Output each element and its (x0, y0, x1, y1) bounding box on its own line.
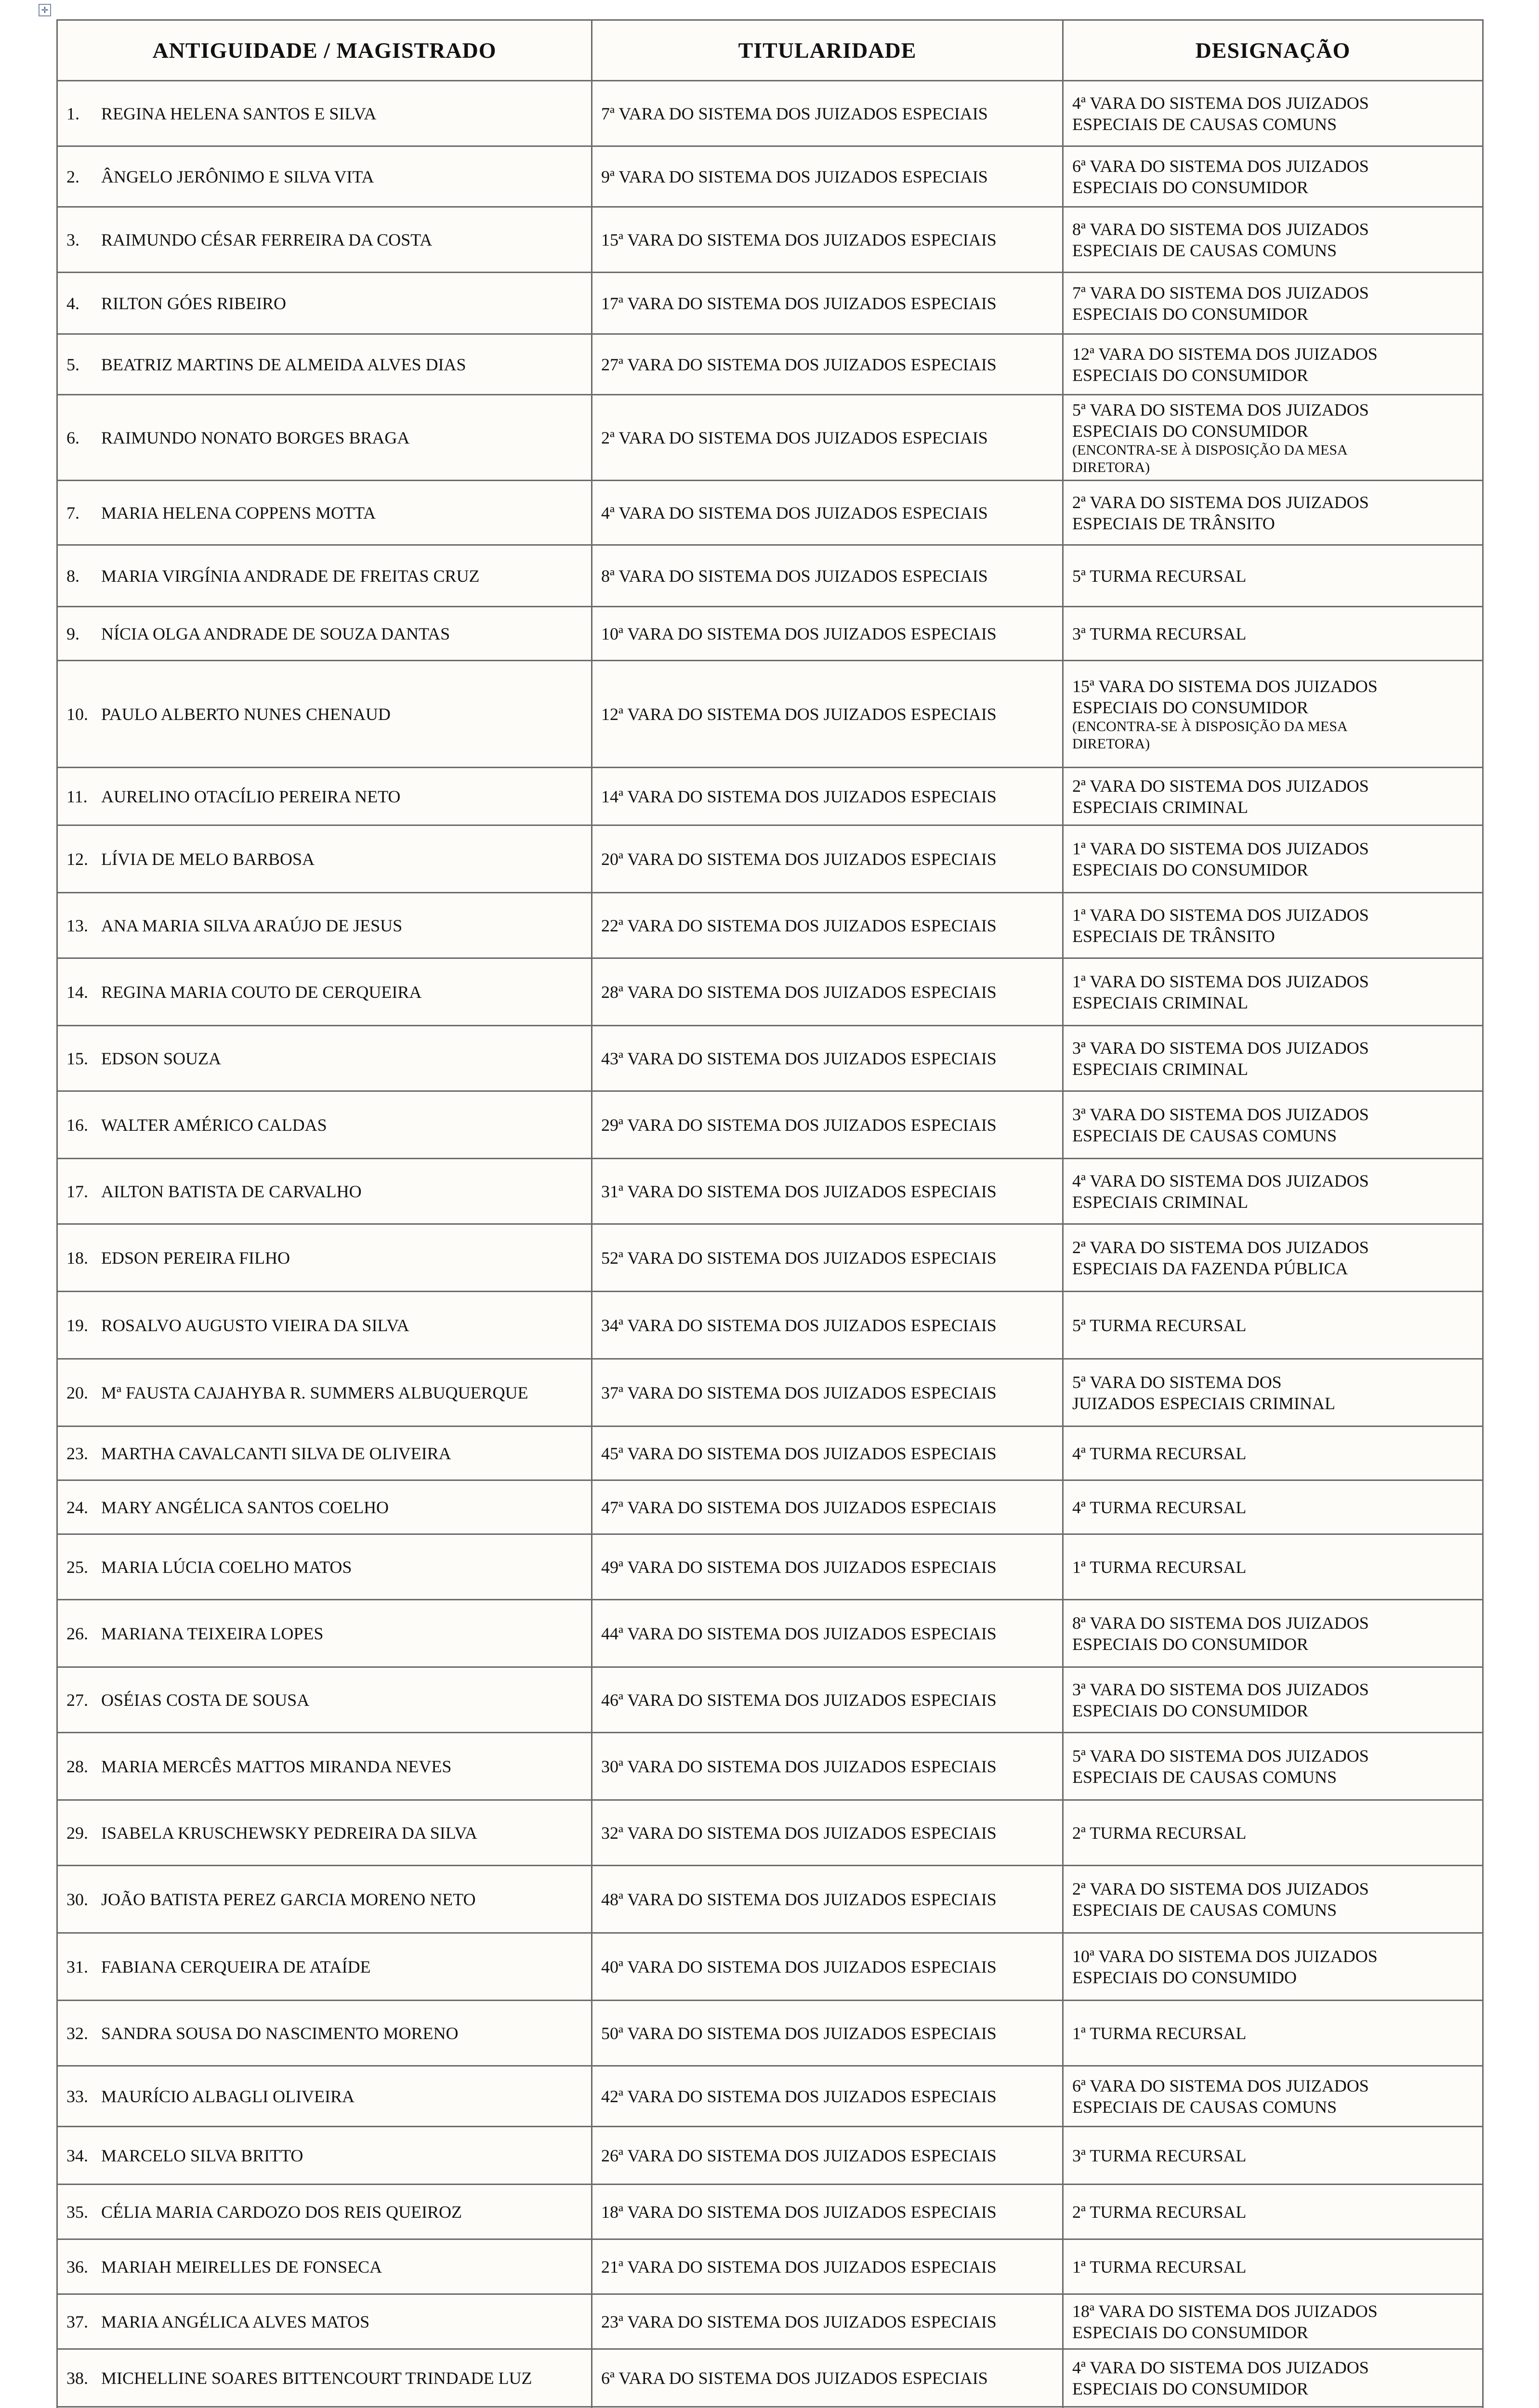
designacao-line: ESPECIAIS DA FAZENDA PÚBLICA (1072, 1258, 1348, 1278)
designacao-line: 1ª TURMA RECURSAL (1072, 2257, 1247, 2277)
table-row (57, 2239, 1483, 2294)
table-row (57, 607, 1483, 661)
titularidade-cell: 26ª VARA DO SISTEMA DOS JUIZADOS ESPECIAIS (592, 2127, 1063, 2185)
magistrate-name: ANA MARIA SILVA ARAÚJO DE JESUS (101, 916, 403, 935)
designacao-note: (ENCONTRA-SE À DISPOSIÇÃO DA MESA (1072, 718, 1348, 734)
designacao-line: ESPECIAIS DO CONSUMIDOR (1072, 421, 1309, 441)
magistrate-cell (57, 1026, 592, 1091)
magistrate-cell (57, 1359, 592, 1426)
designacao-line: 5ª TURMA RECURSAL (1072, 1315, 1247, 1335)
designacao-line: 1ª TURMA RECURSAL (1072, 1557, 1247, 1577)
designacao-cell (1063, 2185, 1483, 2239)
titularidade-cell: 23ª VARA DO SISTEMA DOS JUIZADOS ESPECIAIS (592, 2294, 1063, 2349)
designacao-cell (1063, 273, 1483, 334)
designacao-line: ESPECIAIS DO CONSUMIDOR (1072, 177, 1309, 197)
designacao-cell (1063, 958, 1483, 1026)
table-row (57, 81, 1483, 146)
titularidade-cell: 47ª VARA DO SISTEMA DOS JUIZADOS ESPECIAIS (592, 1480, 1063, 1534)
magistrate-cell (57, 2185, 592, 2239)
designacao-line: ESPECIAIS CRIMINAL (1072, 1059, 1249, 1079)
seniority-number: 14. (66, 982, 88, 1002)
table-row (57, 661, 1483, 768)
table-row (57, 1359, 1483, 1426)
titularidade-cell: 45ª VARA DO SISTEMA DOS JUIZADOS ESPECIAIS (592, 1426, 1063, 1480)
magistrate-name: REGINA MARIA COUTO DE CERQUEIRA (101, 982, 422, 1002)
magistrate-cell (57, 2001, 592, 2066)
table-body (57, 81, 1483, 2408)
magistrate-cell (57, 2349, 592, 2407)
designacao-cell (1063, 1733, 1483, 1800)
magistrate-name: JOÃO BATISTA PEREZ GARCIA MORENO NETO (101, 1889, 476, 1909)
magistrate-name: ÂNGELO JERÔNIMO E SILVA VITA (101, 167, 374, 186)
designacao-cell (1063, 481, 1483, 545)
magistrate-cell (57, 607, 592, 661)
magistrate-name: PAULO ALBERTO NUNES CHENAUD (101, 704, 391, 724)
designacao-cell (1063, 607, 1483, 661)
magistrate-cell (57, 1534, 592, 1600)
designacao-line: 2ª VARA DO SISTEMA DOS JUIZADOS (1072, 1879, 1369, 1898)
designacao-cell (1063, 1534, 1483, 1600)
table-row (57, 1426, 1483, 1480)
magistrate-cell (57, 768, 592, 825)
designacao-cell (1063, 768, 1483, 825)
seniority-number: 28. (66, 1756, 88, 1776)
magistrate-cell (57, 1292, 592, 1359)
table-row (57, 1224, 1483, 1292)
designacao-line: 3ª VARA DO SISTEMA DOS JUIZADOS (1072, 1038, 1369, 1058)
titularidade-cell: 10ª VARA DO SISTEMA DOS JUIZADOS ESPECIAIS (592, 607, 1063, 661)
magistrate-cell (57, 825, 592, 893)
designacao-line: 7ª VARA DO SISTEMA DOS JUIZADOS (1072, 283, 1369, 302)
seniority-number: 11. (66, 786, 88, 806)
magistrate-name: NÍCIA OLGA ANDRADE DE SOUZA DANTAS (101, 624, 450, 643)
magistrate-cell (57, 1667, 592, 1733)
magistrate-name: LÍVIA DE MELO BARBOSA (101, 849, 315, 869)
magistrate-cell (57, 2127, 592, 2185)
designacao-note: DIRETORA) (1072, 459, 1150, 475)
designacao-line: 1ª VARA DO SISTEMA DOS JUIZADOS (1072, 905, 1369, 925)
magistrate-cell (57, 1224, 592, 1292)
designacao-cell (1063, 2001, 1483, 2066)
titularidade-cell: 43ª VARA DO SISTEMA DOS JUIZADOS ESPECIAIS (592, 1026, 1063, 1091)
designacao-cell (1063, 893, 1483, 958)
titularidade-cell: 48ª VARA DO SISTEMA DOS JUIZADOS ESPECIAIS (592, 1866, 1063, 1933)
designacao-line: ESPECIAIS DO CONSUMIDOR (1072, 304, 1309, 324)
designacao-line: ESPECIAIS DE CAUSAS COMUNS (1072, 1900, 1337, 1920)
titularidade-cell: 50ª VARA DO SISTEMA DOS JUIZADOS ESPECIAIS (592, 2001, 1063, 2066)
designacao-line: 1ª TURMA RECURSAL (1072, 2023, 1247, 2043)
titularidade-cell: 34ª VARA DO SISTEMA DOS JUIZADOS ESPECIAIS (592, 1292, 1063, 1359)
designacao-cell (1063, 2066, 1483, 2127)
seniority-number: 25. (66, 1557, 88, 1577)
designacao-cell (1063, 545, 1483, 607)
table-row (57, 2001, 1483, 2066)
table-row (57, 146, 1483, 207)
designacao-line: 2ª VARA DO SISTEMA DOS JUIZADOS (1072, 492, 1369, 512)
magistrate-name: MARIAH MEIRELLES DE FONSECA (101, 2257, 382, 2277)
table-row (57, 481, 1483, 545)
designacao-line: ESPECIAIS DE CAUSAS COMUNS (1072, 2097, 1337, 2117)
designacao-line: 2ª VARA DO SISTEMA DOS JUIZADOS (1072, 1237, 1369, 1257)
designacao-note: DIRETORA) (1072, 735, 1150, 752)
seniority-number: 36. (66, 2257, 88, 2277)
designacao-line: 4ª TURMA RECURSAL (1072, 1497, 1247, 1517)
designacao-line: ESPECIAIS CRIMINAL (1072, 797, 1249, 817)
designacao-line: 5ª VARA DO SISTEMA DOS JUIZADOS (1072, 1746, 1369, 1766)
seniority-number: 3. (66, 230, 79, 249)
seniority-number: 1. (66, 104, 79, 123)
table-row (57, 893, 1483, 958)
magistrate-cell (57, 661, 592, 768)
magistrate-name: MICHELLINE SOARES BITTENCOURT TRINDADE LUZ (101, 2368, 532, 2388)
header-designacao: DESIGNAÇÃO (1063, 20, 1483, 81)
designacao-line: 4ª TURMA RECURSAL (1072, 1443, 1247, 1463)
magistrate-name: EDSON SOUZA (101, 1048, 222, 1068)
designacao-line: ESPECIAIS CRIMINAL (1072, 1192, 1249, 1212)
magistrate-name: CÉLIA MARIA CARDOZO DOS REIS QUEIROZ (101, 2202, 462, 2222)
seniority-number: 16. (66, 1115, 88, 1135)
magistrate-name: RILTON GÓES RIBEIRO (101, 293, 287, 313)
magistrate-name: BEATRIZ MARTINS DE ALMEIDA ALVES DIAS (101, 354, 466, 374)
titularidade-cell: 52ª VARA DO SISTEMA DOS JUIZADOS ESPECIAIS (592, 1224, 1063, 1292)
table-row (57, 1600, 1483, 1667)
designacao-cell (1063, 1600, 1483, 1667)
table-move-handle-icon[interactable]: ✛ (39, 4, 51, 16)
seniority-number: 9. (66, 624, 79, 643)
table-row (57, 1534, 1483, 1600)
titularidade-cell: 37ª VARA DO SISTEMA DOS JUIZADOS ESPECIAIS (592, 1359, 1063, 1426)
designacao-cell (1063, 1480, 1483, 1534)
magistrate-name: RAIMUNDO NONATO BORGES BRAGA (101, 428, 410, 447)
designacao-line: ESPECIAIS CRIMINAL (1072, 993, 1249, 1012)
titularidade-cell: 6ª VARA DO SISTEMA DOS JUIZADOS ESPECIAIS (592, 2349, 1063, 2407)
designacao-cell (1063, 2349, 1483, 2407)
designacao-line: 10ª VARA DO SISTEMA DOS JUIZADOS (1072, 1946, 1378, 1966)
designacao-line: ESPECIAIS DO CONSUMIDO (1072, 1967, 1297, 1987)
table-row (57, 1667, 1483, 1733)
magistrate-name: MARIA LÚCIA COELHO MATOS (101, 1557, 352, 1577)
designacao-cell (1063, 2127, 1483, 2185)
magistrate-cell (57, 1426, 592, 1480)
magistrate-cell (57, 545, 592, 607)
table-header-row (57, 20, 1483, 81)
seniority-number: 20. (66, 1383, 88, 1402)
magistrate-cell (57, 1091, 592, 1159)
designacao-line: 3ª TURMA RECURSAL (1072, 624, 1247, 643)
seniority-number: 7. (66, 503, 79, 523)
table-row (57, 768, 1483, 825)
magistrate-name: MARCELO SILVA BRITTO (101, 2146, 303, 2165)
magistrate-cell (57, 893, 592, 958)
magistrate-cell (57, 81, 592, 146)
seniority-number: 23. (66, 1443, 88, 1463)
table-row (57, 2294, 1483, 2349)
magistrate-cell (57, 2066, 592, 2127)
seniority-number: 19. (66, 1315, 88, 1335)
table-row (57, 2127, 1483, 2185)
titularidade-cell: 44ª VARA DO SISTEMA DOS JUIZADOS ESPECIAIS (592, 1600, 1063, 1667)
magistrate-name: MAURÍCIO ALBAGLI OLIVEIRA (101, 2086, 355, 2106)
titularidade-cell: 49ª VARA DO SISTEMA DOS JUIZADOS ESPECIAIS (592, 1534, 1063, 1600)
designacao-line: ESPECIAIS DO CONSUMIDOR (1072, 2379, 1309, 2398)
designacao-cell (1063, 81, 1483, 146)
designacao-cell (1063, 825, 1483, 893)
table-row (57, 1292, 1483, 1359)
titularidade-cell: 42ª VARA DO SISTEMA DOS JUIZADOS ESPECIAIS (592, 2066, 1063, 2127)
designacao-cell (1063, 1667, 1483, 1733)
designacao-line: 2ª VARA DO SISTEMA DOS JUIZADOS (1072, 776, 1369, 796)
magistrate-cell (57, 1800, 592, 1866)
designacao-line: ESPECIAIS DE TRÂNSITO (1072, 926, 1275, 946)
magistrate-name: MARIA MERCÊS MATTOS MIRANDA NEVES (101, 1756, 452, 1776)
magistrate-name: ROSALVO AUGUSTO VIEIRA DA SILVA (101, 1315, 409, 1335)
seniority-number: 13. (66, 916, 88, 935)
designacao-cell (1063, 1026, 1483, 1091)
magistrate-name: MARY ANGÉLICA SANTOS COELHO (101, 1497, 389, 1517)
magistrate-cell (57, 273, 592, 334)
table-row (57, 825, 1483, 893)
designacao-cell (1063, 146, 1483, 207)
seniority-number: 5. (66, 354, 79, 374)
designacao-cell (1063, 1159, 1483, 1224)
designacao-line: 3ª TURMA RECURSAL (1072, 2146, 1247, 2165)
table-row (57, 958, 1483, 1026)
magistrate-name: Mª FAUSTA CAJAHYBA R. SUMMERS ALBUQUERQUE (101, 1383, 528, 1402)
table-row (57, 207, 1483, 273)
seniority-number: 27. (66, 1690, 88, 1710)
table-row (57, 545, 1483, 607)
magistrate-cell (57, 1480, 592, 1534)
table-row (57, 1159, 1483, 1224)
designacao-cell (1063, 2239, 1483, 2294)
magistrate-cell (57, 334, 592, 395)
titularidade-cell: 32ª VARA DO SISTEMA DOS JUIZADOS ESPECIAIS (592, 1800, 1063, 1866)
magistrate-name: AILTON BATISTA DE CARVALHO (101, 1181, 362, 1201)
table-row (57, 2349, 1483, 2407)
magistrate-cell (57, 146, 592, 207)
designacao-line: ESPECIAIS DO CONSUMIDOR (1072, 2322, 1309, 2342)
designacao-line: 2ª TURMA RECURSAL (1072, 2202, 1247, 2222)
designacao-line: ESPECIAIS DO CONSUMIDOR (1072, 860, 1309, 879)
seniority-number: 17. (66, 1181, 88, 1201)
titularidade-cell: 4ª VARA DO SISTEMA DOS JUIZADOS ESPECIAIS (592, 481, 1063, 545)
titularidade-cell: 20ª VARA DO SISTEMA DOS JUIZADOS ESPECIAIS (592, 825, 1063, 893)
magistrate-name: OSÉIAS COSTA DE SOUSA (101, 1690, 310, 1710)
seniority-number: 18. (66, 1248, 88, 1268)
seniority-number: 32. (66, 2023, 88, 2043)
designacao-line: 1ª VARA DO SISTEMA DOS JUIZADOS (1072, 971, 1369, 991)
header-antiguidade-magistrado: ANTIGUIDADE / MAGISTRADO (57, 20, 592, 81)
designacao-line: ESPECIAIS DE CAUSAS COMUNS (1072, 240, 1337, 260)
magistrate-name: MARIA ANGÉLICA ALVES MATOS (101, 2312, 370, 2331)
designacao-line: 4ª VARA DO SISTEMA DOS JUIZADOS (1072, 1171, 1369, 1191)
table-row (57, 1480, 1483, 1534)
designacao-cell (1063, 1292, 1483, 1359)
seniority-number: 31. (66, 1957, 88, 1976)
designacao-cell (1063, 2294, 1483, 2349)
titularidade-cell: 15ª VARA DO SISTEMA DOS JUIZADOS ESPECIAIS (592, 207, 1063, 273)
magistrate-cell (57, 1866, 592, 1933)
titularidade-cell: 28ª VARA DO SISTEMA DOS JUIZADOS ESPECIAIS (592, 958, 1063, 1026)
designacao-line: ESPECIAIS DE TRÂNSITO (1072, 513, 1275, 533)
table-row (57, 1091, 1483, 1159)
designacao-cell (1063, 1426, 1483, 1480)
designacao-line: ESPECIAIS DE CAUSAS COMUNS (1072, 1125, 1337, 1145)
designacao-line: 18ª VARA DO SISTEMA DOS JUIZADOS (1072, 2301, 1378, 2321)
designacao-cell (1063, 1866, 1483, 1933)
table-row (57, 334, 1483, 395)
magistrate-name: REGINA HELENA SANTOS E SILVA (101, 104, 377, 123)
titularidade-cell: 7ª VARA DO SISTEMA DOS JUIZADOS ESPECIAIS (592, 81, 1063, 146)
magistrate-name: FABIANA CERQUEIRA DE ATAÍDE (101, 1957, 371, 1976)
titularidade-cell: 2ª VARA DO SISTEMA DOS JUIZADOS ESPECIAIS (592, 395, 1063, 481)
seniority-number: 4. (66, 293, 79, 313)
designacao-line: 6ª VARA DO SISTEMA DOS JUIZADOS (1072, 2076, 1369, 2095)
titularidade-cell: 18ª VARA DO SISTEMA DOS JUIZADOS ESPECIAIS (592, 2185, 1063, 2239)
magistrate-name: EDSON PEREIRA FILHO (101, 1248, 290, 1268)
titularidade-cell: 46ª VARA DO SISTEMA DOS JUIZADOS ESPECIAIS (592, 1667, 1063, 1733)
designacao-line: 5ª VARA DO SISTEMA DOS JUIZADOS (1072, 400, 1369, 419)
designacao-cell (1063, 207, 1483, 273)
seniority-number: 12. (66, 849, 88, 869)
table-row (57, 1933, 1483, 2001)
seniority-number: 30. (66, 1889, 88, 1909)
seniority-number: 15. (66, 1048, 88, 1068)
designacao-line: 5ª TURMA RECURSAL (1072, 566, 1247, 586)
magistrates-table (56, 19, 1484, 2408)
magistrate-name: MARIA VIRGÍNIA ANDRADE DE FREITAS CRUZ (101, 566, 480, 586)
titularidade-cell: 12ª VARA DO SISTEMA DOS JUIZADOS ESPECIAIS (592, 661, 1063, 768)
designacao-line: 8ª VARA DO SISTEMA DOS JUIZADOS (1072, 1613, 1369, 1633)
designacao-line: JUIZADOS ESPECIAIS CRIMINAL (1072, 1393, 1336, 1413)
titularidade-cell: 40ª VARA DO SISTEMA DOS JUIZADOS ESPECIAIS (592, 1933, 1063, 2001)
magistrate-name: SANDRA SOUSA DO NASCIMENTO MORENO (101, 2023, 459, 2043)
magistrate-cell (57, 1600, 592, 1667)
designacao-cell (1063, 334, 1483, 395)
titularidade-cell: 31ª VARA DO SISTEMA DOS JUIZADOS ESPECIAIS (592, 1159, 1063, 1224)
titularidade-cell: 30ª VARA DO SISTEMA DOS JUIZADOS ESPECIAIS (592, 1733, 1063, 1800)
table-row (57, 273, 1483, 334)
titularidade-cell: 22ª VARA DO SISTEMA DOS JUIZADOS ESPECIAIS (592, 893, 1063, 958)
designacao-line: ESPECIAIS DO CONSUMIDOR (1072, 1634, 1309, 1654)
table-row (57, 395, 1483, 481)
seniority-number: 2. (66, 167, 79, 186)
designacao-line: ESPECIAIS DO CONSUMIDOR (1072, 365, 1309, 385)
designacao-line: 6ª VARA DO SISTEMA DOS JUIZADOS (1072, 156, 1369, 176)
designacao-cell (1063, 1800, 1483, 1866)
designacao-line: 4ª VARA DO SISTEMA DOS JUIZADOS (1072, 2357, 1369, 2377)
titularidade-cell: 9ª VARA DO SISTEMA DOS JUIZADOS ESPECIAIS (592, 146, 1063, 207)
titularidade-cell: 8ª VARA DO SISTEMA DOS JUIZADOS ESPECIAIS (592, 545, 1063, 607)
magistrate-cell (57, 481, 592, 545)
designacao-line: ESPECIAIS DO CONSUMIDOR (1072, 1701, 1309, 1720)
titularidade-cell: 14ª VARA DO SISTEMA DOS JUIZADOS ESPECIAIS (592, 768, 1063, 825)
magistrate-cell (57, 2239, 592, 2294)
titularidade-cell: 29ª VARA DO SISTEMA DOS JUIZADOS ESPECIAIS (592, 1091, 1063, 1159)
seniority-number: 29. (66, 1823, 88, 1843)
designacao-line: 1ª VARA DO SISTEMA DOS JUIZADOS (1072, 838, 1369, 858)
designacao-line: 15ª VARA DO SISTEMA DOS JUIZADOS (1072, 676, 1378, 696)
designacao-line: 3ª VARA DO SISTEMA DOS JUIZADOS (1072, 1104, 1369, 1124)
magistrate-cell (57, 2294, 592, 2349)
titularidade-cell: 17ª VARA DO SISTEMA DOS JUIZADOS ESPECIAIS (592, 273, 1063, 334)
seniority-number: 34. (66, 2146, 88, 2165)
magistrate-cell (57, 1933, 592, 2001)
seniority-number: 37. (66, 2312, 88, 2331)
magistrate-cell (57, 958, 592, 1026)
seniority-number: 33. (66, 2086, 88, 2106)
titularidade-cell: 27ª VARA DO SISTEMA DOS JUIZADOS ESPECIAIS (592, 334, 1063, 395)
magistrate-name: ISABELA KRUSCHEWSKY PEDREIRA DA SILVA (101, 1823, 477, 1843)
designacao-cell (1063, 1359, 1483, 1426)
table-row (57, 1800, 1483, 1866)
magistrate-name: MARIA HELENA COPPENS MOTTA (101, 503, 376, 523)
designacao-cell (1063, 1224, 1483, 1292)
magistrate-name: MARTHA CAVALCANTI SILVA DE OLIVEIRA (101, 1443, 451, 1463)
magistrate-name: RAIMUNDO CÉSAR FERREIRA DA COSTA (101, 230, 433, 249)
table-row (57, 2185, 1483, 2239)
designacao-cell (1063, 395, 1483, 481)
designacao-line: ESPECIAIS DE CAUSAS COMUNS (1072, 1767, 1337, 1787)
designacao-cell (1063, 1933, 1483, 2001)
seniority-number: 10. (66, 704, 88, 724)
designacao-line: 4ª VARA DO SISTEMA DOS JUIZADOS (1072, 93, 1369, 113)
designacao-line: 8ª VARA DO SISTEMA DOS JUIZADOS (1072, 219, 1369, 239)
designacao-line: 2ª TURMA RECURSAL (1072, 1823, 1247, 1843)
designacao-line: 3ª VARA DO SISTEMA DOS JUIZADOS (1072, 1679, 1369, 1699)
designacao-line: ESPECIAIS DO CONSUMIDOR (1072, 697, 1309, 717)
designacao-cell (1063, 1091, 1483, 1159)
magistrate-cell (57, 1159, 592, 1224)
seniority-number: 38. (66, 2368, 88, 2388)
titularidade-cell: 21ª VARA DO SISTEMA DOS JUIZADOS ESPECIAIS (592, 2239, 1063, 2294)
table-row (57, 1026, 1483, 1091)
magistrate-name: AURELINO OTACÍLIO PEREIRA NETO (101, 786, 401, 806)
table-row (57, 1866, 1483, 1933)
seniority-number: 6. (66, 428, 79, 447)
seniority-number: 8. (66, 566, 79, 586)
designacao-line: 5ª VARA DO SISTEMA DOS (1072, 1372, 1282, 1392)
seniority-number: 24. (66, 1497, 88, 1517)
seniority-number: 26. (66, 1623, 88, 1643)
designacao-note: (ENCONTRA-SE À DISPOSIÇÃO DA MESA (1072, 442, 1348, 458)
designacao-line: 12ª VARA DO SISTEMA DOS JUIZADOS (1072, 344, 1378, 364)
designacao-line: ESPECIAIS DE CAUSAS COMUNS (1072, 114, 1337, 134)
header-titularidade: TITULARIDADE (592, 20, 1063, 81)
table-row (57, 2066, 1483, 2127)
magistrate-name: MARIANA TEIXEIRA LOPES (101, 1623, 324, 1643)
magistrate-cell (57, 207, 592, 273)
seniority-number: 35. (66, 2202, 88, 2222)
magistrate-name: WALTER AMÉRICO CALDAS (101, 1115, 327, 1135)
magistrate-cell (57, 395, 592, 481)
magistrate-cell (57, 1733, 592, 1800)
table-row (57, 1733, 1483, 1800)
designacao-cell (1063, 661, 1483, 768)
